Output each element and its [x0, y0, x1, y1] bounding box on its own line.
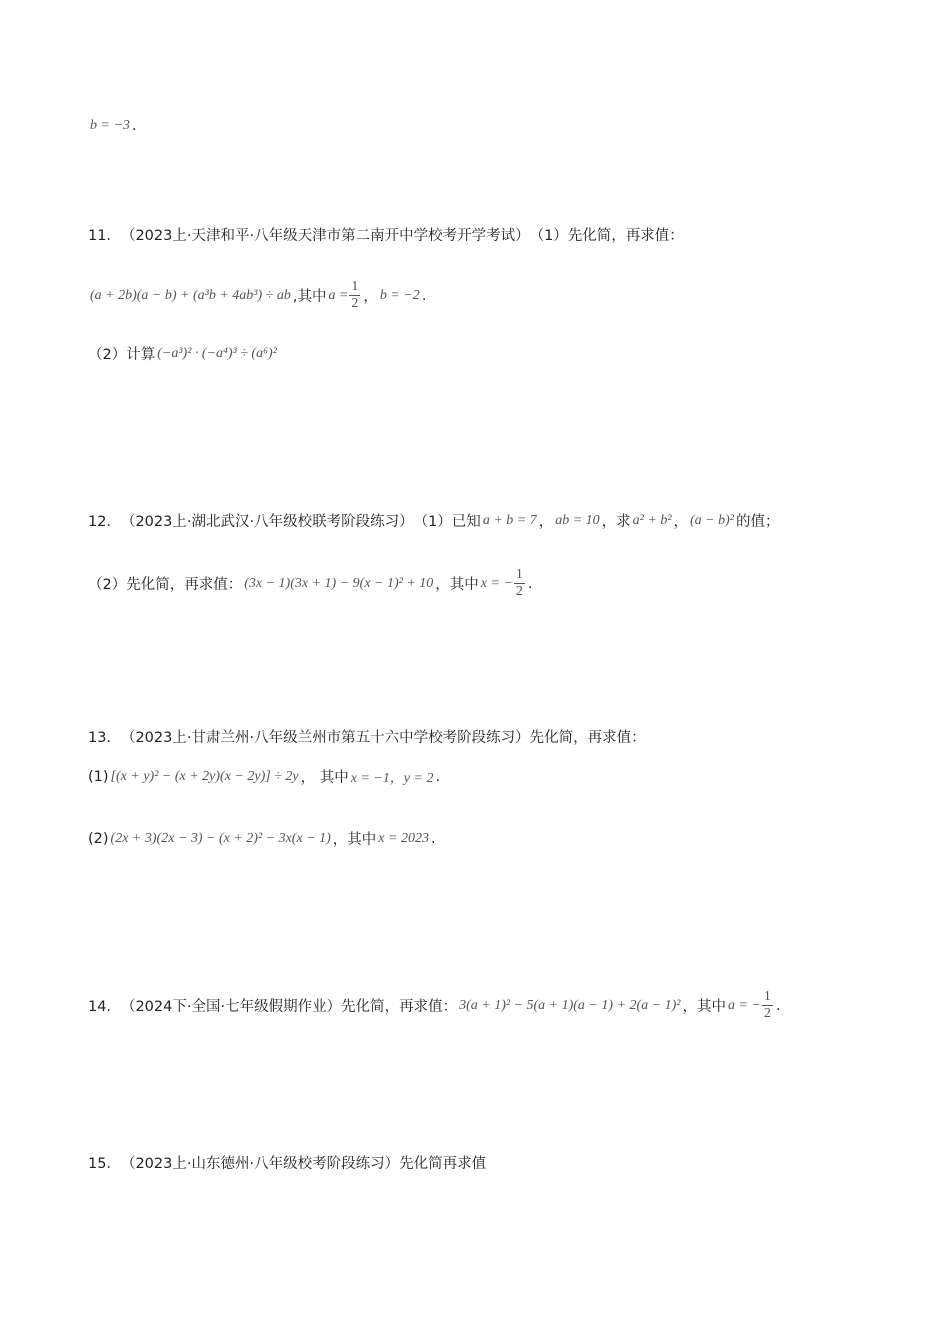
question-text: （1）先化简，再求值：: [529, 228, 684, 244]
question-11-expression: [88, 280, 890, 311]
math-expression: (a + 2b)(a − b) + (a³b + 4ab³) ÷ ab: [90, 287, 291, 303]
question-source: （2023上·天津和平·八年级天津市第二南开中学校考开学考试）: [120, 228, 530, 244]
separator: ，: [538, 514, 554, 530]
fraction: [762, 990, 773, 1021]
part-label: (2): [88, 830, 109, 847]
fraction-denominator: 2: [515, 584, 523, 599]
question-text: （2）计算: [88, 347, 156, 363]
question-text: （2）先化简，再求值：: [88, 577, 243, 593]
question-text: 的值；: [735, 514, 780, 530]
value-b: b = −2: [379, 287, 420, 303]
question-13: [88, 726, 890, 747]
text-where: ，其中: [332, 832, 377, 848]
question-number: 11．: [88, 228, 121, 244]
question-source: （2023上·甘肃兰州·八年级兰州市第五十六中学校考阶段练习）: [120, 730, 530, 746]
period: .: [775, 997, 781, 1014]
question-15: [88, 1152, 890, 1173]
value-x-prefix: x = −: [480, 575, 513, 591]
value-a-prefix: a =: [328, 287, 349, 303]
value-a: [326, 280, 363, 311]
question-source: （2024下·全国·七年级假期作业）: [120, 999, 342, 1015]
values: x = 2023: [378, 830, 429, 846]
math-expression: 3(a + 1)² − 5(a + 1)(a − 1) + 2(a − 1)²: [459, 997, 681, 1013]
question-12-part-2: [88, 568, 890, 599]
math-expression: a + b = 7: [482, 512, 537, 528]
question-text: （1）已知: [413, 514, 481, 530]
text-where: ，其中: [435, 577, 479, 593]
fraction: [349, 280, 360, 311]
values: x = −1，y = 2: [350, 770, 434, 786]
value-x: [479, 568, 528, 599]
math-expression: a² + b²: [632, 512, 672, 528]
text-where: ， 其中: [300, 770, 349, 786]
period: .: [131, 118, 137, 134]
question-source: （2023上·湖北武汉·八年级校联考阶段练习）: [120, 514, 414, 530]
period: .: [435, 768, 441, 785]
question-13-part-1: [88, 766, 890, 787]
math-expression: [(x + y)² − (x + 2y)(x − 2y)] ÷ 2y: [110, 768, 299, 784]
separator: ，: [363, 289, 378, 305]
line-b-value: [88, 118, 890, 134]
math-expression: b = −3: [90, 118, 130, 133]
fraction-numerator: 1: [351, 279, 359, 294]
question-source: （2023上·山东德州·八年级校考阶段练习）: [120, 1156, 400, 1172]
fraction-numerator: 1: [763, 989, 771, 1004]
text-where: ，其中: [682, 999, 726, 1015]
question-number: 13．: [88, 730, 121, 746]
fraction: [514, 568, 525, 599]
math-expression: (−a³)² · (−a⁴)³ ÷ (a⁶)²: [157, 345, 277, 361]
part-label: (1): [88, 768, 109, 785]
question-11: [88, 224, 890, 245]
question-number: 12．: [88, 514, 121, 530]
question-text: 先化简，再求值：: [341, 999, 458, 1015]
question-text: 先化简，再求值：: [529, 730, 646, 746]
fraction-denominator: 2: [351, 296, 359, 311]
question-14: [88, 990, 890, 1021]
fraction-denominator: 2: [763, 1006, 771, 1021]
math-expression: ab = 10: [555, 512, 600, 528]
text-where: ,其中: [292, 289, 327, 305]
question-11-part-2: [88, 343, 890, 364]
value-a: [726, 990, 776, 1021]
question-number: 14．: [88, 999, 121, 1015]
question-12: [88, 510, 890, 531]
period: .: [421, 287, 427, 304]
question-13-part-2: [88, 828, 890, 849]
question-number: 15．: [88, 1156, 121, 1172]
period: .: [430, 830, 436, 847]
math-expression: (2x + 3)(2x − 3) − (x + 2)² − 3x(x − 1): [110, 830, 331, 846]
question-text: 先化简再求值: [399, 1156, 487, 1172]
fraction-numerator: 1: [515, 567, 523, 582]
value-a-prefix: a = −: [727, 997, 761, 1013]
math-expression: (a − b)²: [690, 512, 734, 528]
math-expression: (3x − 1)(3x + 1) − 9(x − 1)² + 10: [244, 575, 434, 591]
separator: ，: [673, 514, 689, 530]
question-text: ，求: [601, 514, 631, 530]
period: .: [527, 575, 533, 592]
